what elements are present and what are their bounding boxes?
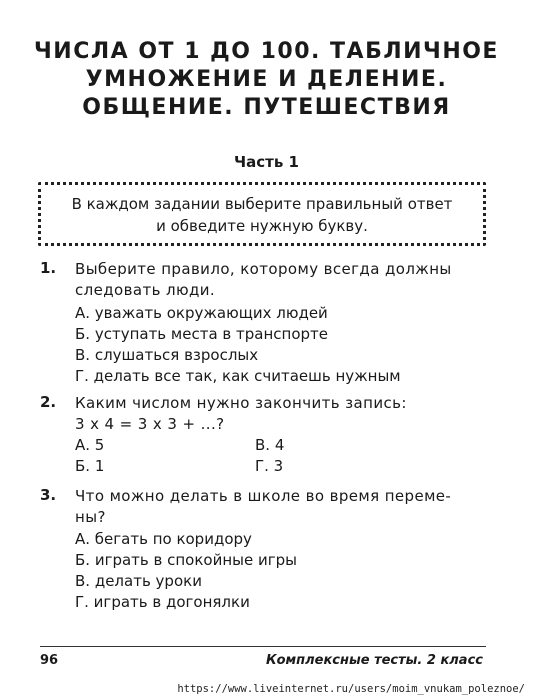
- question-text-line: Каким числом нужно закончить запись:: [75, 394, 407, 412]
- option[interactable]: Г. делать все так, как считаешь нужным: [75, 367, 401, 385]
- page-number: 96: [40, 653, 59, 668]
- question-text-line: следовать люди.: [75, 281, 216, 299]
- footer-divider: [40, 646, 486, 647]
- option[interactable]: Г. 3: [255, 457, 284, 475]
- question-text: [75, 486, 485, 528]
- watermark-url: https://www.liveinternet.ru/users/moim_vnukam_poleznoe/: [177, 683, 525, 695]
- question-text: [75, 259, 485, 301]
- title-line-1: ЧИСЛА ОТ 1 ДО 100. ТАБЛИЧНОЕ: [34, 39, 499, 64]
- question-number: 2.: [40, 393, 57, 411]
- instruction-line-1: В каждом задании выберите правильный ответ: [71, 195, 453, 213]
- instruction-box: [38, 182, 486, 246]
- question-number: 1.: [40, 259, 57, 277]
- option[interactable]: В. 4: [255, 436, 285, 454]
- option[interactable]: В. слушаться взрослых: [75, 346, 259, 364]
- option[interactable]: А. уважать окружающих людей: [75, 304, 328, 322]
- option[interactable]: В. делать уроки: [75, 572, 202, 590]
- title-line-3: ОБЩЕНИЕ. ПУТЕШЕСТВИЯ: [82, 95, 451, 120]
- part-heading: Часть 1: [234, 153, 299, 171]
- question-text-line: Что можно делать в школе во время переме-: [75, 487, 452, 505]
- title-line-2: УМНОЖЕНИЕ И ДЕЛЕНИЕ.: [85, 67, 448, 92]
- question-text: [75, 393, 485, 435]
- instruction-line-2: и обведите нужную букву.: [156, 217, 368, 235]
- question-text-line: ны?: [75, 508, 106, 526]
- option[interactable]: Б. 1: [75, 457, 105, 475]
- option[interactable]: Б. уступать места в транспорте: [75, 325, 328, 343]
- question-text-line: 3 х 4 = 3 х 3 + ...?: [75, 415, 225, 433]
- option[interactable]: А. 5: [75, 436, 105, 454]
- option[interactable]: А. бегать по коридору: [75, 530, 252, 548]
- book-title: Комплексные тесты. 2 класс: [265, 653, 483, 668]
- option[interactable]: Б. играть в спокойные игры: [75, 551, 297, 569]
- question-number: 3.: [40, 486, 57, 504]
- page-title: [0, 38, 533, 122]
- option[interactable]: Г. играть в догонялки: [75, 593, 250, 611]
- question-text-line: Выберите правило, которому всегда должны: [75, 260, 452, 278]
